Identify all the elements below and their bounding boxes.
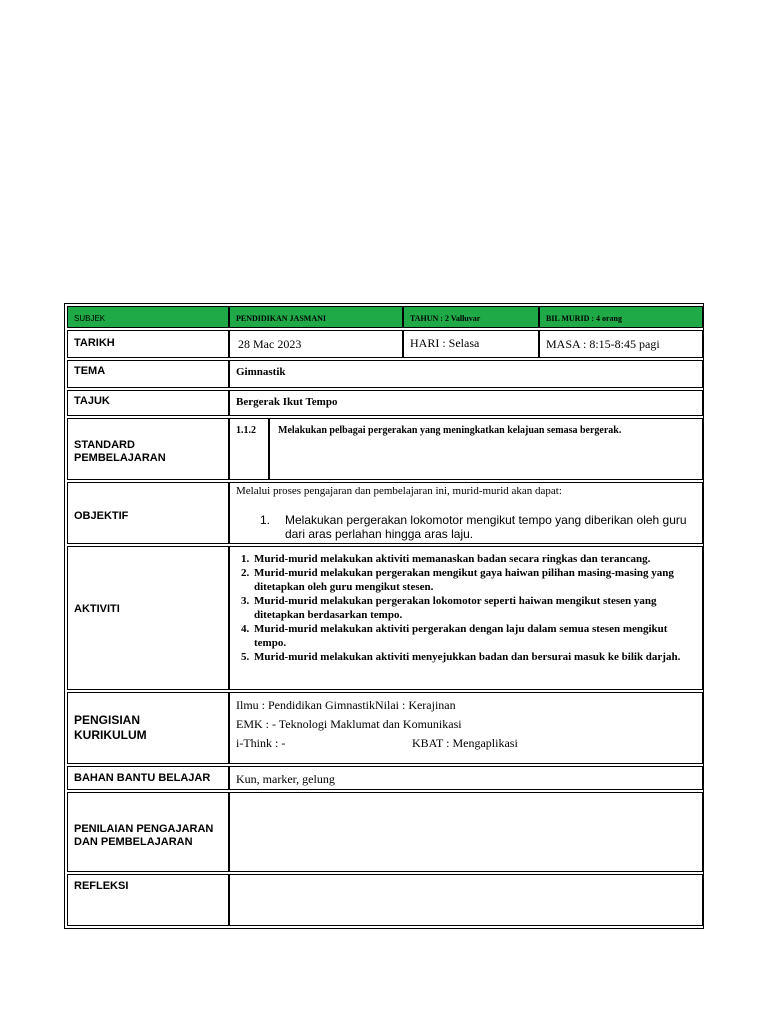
tajuk-value-cell bbox=[229, 390, 703, 416]
tarikh-date-cell bbox=[229, 330, 403, 358]
pengisian-label-line1: PENGISIAN bbox=[74, 713, 141, 727]
masa-cell bbox=[539, 330, 703, 358]
penilaian-label-cell bbox=[67, 792, 229, 872]
aktiviti-label-cell bbox=[67, 546, 229, 690]
pengisian-label-cell bbox=[67, 692, 229, 764]
tema-value-cell bbox=[229, 360, 703, 388]
penilaian-label-line1: PENILAIAN PENGAJARAN bbox=[74, 823, 214, 835]
tarikh-label-cell bbox=[67, 330, 229, 358]
standard-row bbox=[67, 418, 701, 480]
refleksi-label: REFLEKSI bbox=[74, 880, 129, 892]
aktiviti-list bbox=[230, 552, 684, 664]
subjek-label-cell bbox=[67, 306, 229, 328]
standard-text: Melakukan pelbagai pergerakan yang meningkatkan kelajuan semasa bergerak. bbox=[278, 425, 622, 436]
bahan-label-cell bbox=[67, 766, 229, 790]
standard-text-cell bbox=[269, 418, 703, 480]
pengisian-emk: EMK : - Teknologi Maklumat dan Komunikasi bbox=[236, 717, 462, 731]
standard-label-cell bbox=[67, 418, 229, 480]
tema-label: TEMA bbox=[74, 365, 106, 377]
tajuk-label: TAJUK bbox=[74, 395, 110, 407]
pengisian-content-cell bbox=[229, 692, 703, 764]
tahun-cell bbox=[403, 306, 539, 328]
pengisian-ithink: i-Think : - bbox=[236, 736, 286, 750]
header-row bbox=[67, 306, 701, 328]
aktiviti-item: 2. Murid-murid melakukan pergerakan mengikut gaya haiwan pilihan masing-masing yang ditetapkan oleh guru mengikut stesen. bbox=[252, 566, 684, 594]
aktiviti-label: AKTIVITI bbox=[74, 603, 120, 615]
bahan-row bbox=[67, 766, 701, 790]
aktiviti-item: 4. Murid-murid melakukan aktiviti pergerakan dengan laju dalam semua stesen mengikut tempo. bbox=[252, 622, 684, 650]
objektif-item-text: Melakukan pergerakan lokomotor mengikut tempo yang diberikan oleh guru dari aras perlahan hingga aras laju. bbox=[285, 513, 687, 541]
bahan-value: Kun, marker, gelung bbox=[236, 772, 335, 786]
subjek-value-cell bbox=[229, 306, 403, 328]
pengisian-kbat: KBAT : Mengaplikasi bbox=[412, 736, 518, 750]
tahun-value: TAHUN : 2 Valluvar bbox=[410, 314, 481, 323]
lesson-plan-table bbox=[64, 303, 704, 929]
tema-label-cell bbox=[67, 360, 229, 388]
bahan-label: BAHAN BANTU BELAJAR bbox=[74, 772, 211, 784]
standard-label-line2: PEMBELAJARAN bbox=[74, 452, 166, 464]
tema-row bbox=[67, 360, 701, 388]
standard-code-cell bbox=[229, 418, 269, 480]
aktiviti-row bbox=[67, 546, 701, 690]
bil-murid-value: BIL MURID : 4 orang bbox=[546, 314, 623, 323]
tarikh-row bbox=[67, 330, 701, 358]
hari-value: HARI : Selasa bbox=[410, 336, 480, 350]
tajuk-label-cell bbox=[67, 390, 229, 416]
objektif-label: OBJEKTIF bbox=[74, 510, 129, 522]
pengisian-label-line2: KURIKULUM bbox=[74, 728, 147, 742]
objektif-content-cell bbox=[229, 482, 703, 544]
objektif-row bbox=[67, 482, 701, 544]
tema-value: Gimnastik bbox=[236, 366, 286, 378]
masa-value: MASA : 8:15-8:45 pagi bbox=[546, 337, 660, 351]
standard-label-line1: STANDARD bbox=[74, 439, 135, 451]
tarikh-date: 28 Mac 2023 bbox=[238, 337, 302, 351]
tajuk-value: Bergerak Ikut Tempo bbox=[236, 396, 338, 408]
aktiviti-item: 3. Murid-murid melakukan pergerakan lokomotor seperti haiwan mengikut stesen yang ditetapkan berdasarkan tempo. bbox=[252, 594, 684, 622]
objektif-item-number: 1. bbox=[260, 513, 271, 527]
objektif-label-cell bbox=[67, 482, 229, 544]
refleksi-label-cell bbox=[67, 874, 229, 926]
hari-cell bbox=[403, 330, 539, 358]
bahan-value-cell bbox=[229, 766, 703, 790]
tajuk-row bbox=[67, 390, 701, 416]
aktiviti-item: 1. Murid-murid melakukan aktiviti memanaskan badan secara ringkas dan terancang. bbox=[252, 552, 684, 566]
tarikh-label: TARIKH bbox=[74, 337, 115, 349]
refleksi-row bbox=[67, 874, 701, 926]
penilaian-label-line2: DAN PEMBELAJARAN bbox=[74, 836, 193, 848]
refleksi-value-cell bbox=[229, 874, 703, 926]
subjek-value: PENDIDIKAN JASMANI bbox=[236, 314, 327, 323]
aktiviti-content-cell bbox=[229, 546, 703, 690]
standard-code: 1.1.2 bbox=[236, 425, 256, 436]
pengisian-ilmu: Ilmu : Pendidikan GimnastikNilai : Kerajinan bbox=[236, 698, 456, 712]
bil-murid-cell bbox=[539, 306, 703, 328]
subjek-label: SUBJEK bbox=[74, 314, 106, 323]
penilaian-value-cell bbox=[229, 792, 703, 872]
penilaian-row bbox=[67, 792, 701, 872]
aktiviti-item: 5. Murid-murid melakukan aktiviti menyejukkan badan dan bersurai masuk ke bilik darjah. bbox=[252, 650, 684, 664]
objektif-intro: Melalui proses pengajaran dan pembelajaran ini, murid-murid akan dapat: bbox=[236, 485, 562, 497]
pengisian-row bbox=[67, 692, 701, 764]
